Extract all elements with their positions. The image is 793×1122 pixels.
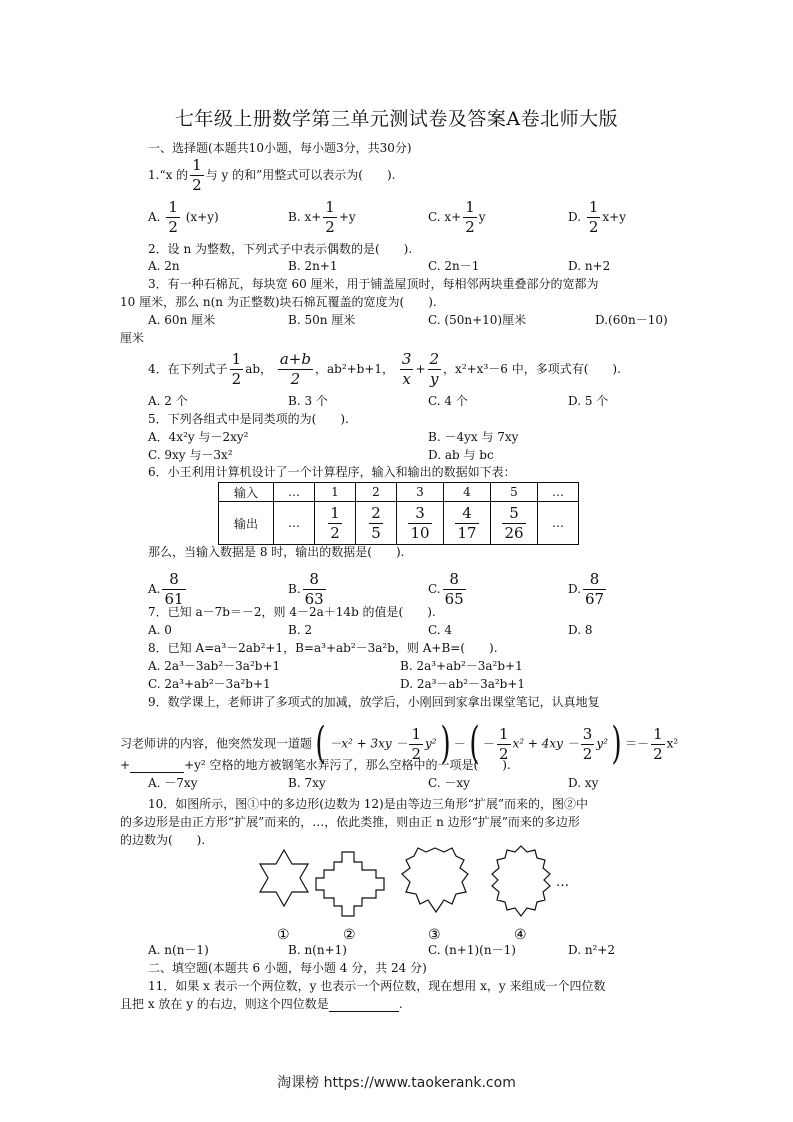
figure-label-1: ①: [277, 927, 290, 942]
answer-blank: [329, 1011, 399, 1012]
question-10-line-1: 10．如图所示，图①中的多边形(边数为 12)是由等边三角形“扩展”而来的，图②中: [148, 797, 588, 811]
table-cell-ellipsis: …: [274, 483, 315, 502]
expanded-polygon-figures: [250, 842, 590, 942]
q10-option-d: D. n²+2: [568, 943, 616, 957]
question-6-followup: 那么，当输入数据是 8 时，输出的数据是( ).: [148, 545, 405, 559]
question-11-line-1: 11．如果 x 表示一个两位数，y 也表示一个两位数，现在想用 x，y 来组成一个四位数: [148, 979, 606, 993]
question-2-stem: 2．设 n 为整数，下列式子中表示偶数的是( ).: [148, 242, 413, 256]
page-title: 七年级上册数学第三单元测试卷及答案A卷北师大版: [174, 108, 619, 130]
question-9-line-3: + +y² 空格的地方被钢笔水弄污了，那么空格中的一项是( ).: [120, 758, 511, 772]
q3-option-d-unit: 厘米: [120, 331, 145, 345]
table-cell-output: $\frac{3}{10}$: [397, 502, 444, 545]
q6-option-d: D. $\frac{8}{67}$: [568, 570, 605, 608]
figure-label-2: ②: [343, 927, 356, 942]
table-cell-output: $\frac{2}{5}$: [356, 502, 397, 545]
table-cell-output: $\frac{5}{26}$: [491, 502, 538, 545]
q7-option-a: A. 0: [148, 623, 172, 637]
question-9-line-1: 9．数学课上，老师讲了多项式的加减，放学后，小刚回到家拿出课堂笔记，认真地复: [148, 695, 600, 709]
q3-option-d: D.(60n－10): [595, 313, 668, 327]
table-cell-ellipsis: …: [538, 502, 579, 545]
question-10-line-3: 的边数为( ).: [120, 833, 206, 847]
q10-option-b: B. n(n+1): [288, 943, 347, 957]
q3-option-b: B. 50n 厘米: [288, 313, 356, 327]
q1-option-c: C. x+ $\frac{1}{2}$ y: [428, 198, 486, 236]
table-cell-output: $\frac{1}{2}$: [315, 502, 356, 545]
pentagon-expanded-figure: [402, 848, 468, 912]
table-cell-ellipsis: …: [538, 483, 579, 502]
q10-option-a: A. n(n－1): [148, 943, 209, 957]
table-header-input: 输入: [219, 483, 274, 502]
question-9-line-2: 习老师讲的内容，他突然发现一道题( －x² + 3xy － $\frac{1}{2}$ y²) －( － $\frac{1}{2}$ x² + 4xy － $\frac{3}{2}$ y²) ＝－ $\frac{1}{2}$ x²: [120, 718, 679, 769]
question-10-line-2: 的多边形是由正方形“扩展”而来的，…，依此类推，则由正 n 边形“扩展”而来的多边形: [120, 815, 580, 829]
q2-option-c: C. 2n－1: [428, 259, 480, 273]
q9-option-c: C. －xy: [428, 776, 470, 790]
answer-blank: [130, 772, 184, 773]
question-8-stem: 8．已知 A=a³－2ab²+1，B=a³+ab²－3a²b，则 A+B=( ).: [148, 641, 498, 655]
q1-option-a: A. $\frac{1}{2}$ (x+y): [148, 198, 219, 236]
q2-option-b: B. 2n+1: [288, 259, 338, 273]
q8-option-d: D. 2a³－ab²－3a²b+1: [400, 677, 526, 691]
q6-option-a: A. $\frac{8}{61}$: [148, 570, 184, 608]
q4-option-c: C. 4 个: [428, 394, 468, 408]
q8-option-c: C. 2a³+ab²－3a²b+1: [148, 677, 271, 691]
q2-option-a: A. 2n: [148, 259, 180, 273]
q3-option-c: C. (50n+10)厘米: [428, 313, 527, 327]
q8-option-a: A. 2a³－3ab²－3a²b+1: [148, 659, 281, 673]
q9-option-b: B. 7xy: [288, 776, 326, 790]
table-header-output: 输出: [219, 502, 274, 545]
question-6-stem: 6．小王利用计算机设计了一个计算程序，输入和输出的数据如下表：: [148, 465, 516, 479]
question-3-line-2: 10 厘米，那么 n(n 为正整数)块石棉瓦覆盖的宽度为( ).: [120, 295, 437, 309]
q7-option-b: B. 2: [288, 623, 313, 637]
q1-option-b: B. x+ $\frac{1}{2}$ +y: [288, 198, 356, 236]
question-7-stem: 7．已知 a－7b＝－2，则 4－2a＋14b 的值是( ).: [148, 605, 436, 619]
figure-label-4: ④: [514, 927, 527, 942]
table-cell-input: 2: [356, 483, 397, 502]
q8-option-b: B. 2a³+ab²－3a²b+1: [400, 659, 523, 673]
question-4-stem: 4．在下列式子 $\frac{1}{2}$ ab， $\frac{a+b}{2}$ ，ab²+b+1， $\frac{3}{x}$ + $\frac{2}{y}$ ，x²+x³－6 中，多项式有( ).: [148, 350, 621, 388]
cross-polygon-figure: [316, 852, 384, 916]
table-cell-input: 4: [444, 483, 491, 502]
figure-label-3: ③: [428, 927, 441, 942]
q7-option-d: D. 8: [568, 623, 593, 637]
footer-watermark: 淘课榜 https://www.taokerank.com: [277, 1075, 516, 1091]
table-cell-output: $\frac{4}{17}$: [444, 502, 491, 545]
q9-option-d: D. xy: [568, 776, 599, 790]
question-3-line-1: 3．有一种石棉瓦，每块宽 60 厘米，用于铺盖屋顶时，每相邻两块重叠部分的宽都为: [148, 277, 599, 291]
q6-option-b: B. $\frac{8}{63}$: [288, 570, 324, 608]
q4-option-a: A. 2 个: [148, 394, 188, 408]
q10-option-c: C. (n+1)(n－1): [428, 943, 516, 957]
question-11-line-2: 且把 x 放在 y 的右边，则这个四位数是 .: [120, 997, 403, 1011]
q5-option-c: C. 9xy 与－3x²: [148, 448, 233, 462]
section-heading-choice: 一、选择题(本题共10小题，每小题3分，共30分): [148, 141, 412, 155]
input-output-table: [218, 482, 579, 545]
q5-option-d: D. ab 与 bc: [428, 448, 494, 462]
q2-option-d: D. n+2: [568, 259, 611, 273]
q6-option-c: C. $\frac{8}{65}$: [428, 570, 464, 608]
q1-option-d: D. $\frac{1}{2}$ x+y: [568, 198, 626, 236]
q7-option-c: C. 4: [428, 623, 453, 637]
figures-ellipsis: …: [556, 875, 569, 890]
table-cell-ellipsis: …: [274, 502, 315, 545]
table-cell-input: 5: [491, 483, 538, 502]
question-5-stem: 5．下列各组式中是同类项的为( ).: [148, 412, 349, 426]
table-cell-input: 1: [315, 483, 356, 502]
q3-option-a: A. 60n 厘米: [148, 313, 216, 327]
table-cell-input: 3: [397, 483, 444, 502]
question-1-stem: 1.“x 的 $\frac{1}{2}$ 与 y 的和”用整式可以表示为( ).: [148, 156, 396, 194]
section-heading-fill-in: 二、填空题(本题共 6 小题，每小题 4 分，共 24 分): [148, 961, 427, 975]
q4-option-d: D. 5 个: [568, 394, 609, 408]
hexagon-expanded-figure: [492, 846, 550, 916]
q9-option-a: A. －7xy: [148, 776, 198, 790]
star-of-david-figure: [260, 850, 308, 906]
q5-option-b: B. －4yx 与 7xy: [428, 430, 519, 444]
q5-option-a: A．4x²y 与－2xy²: [148, 430, 249, 444]
q4-option-b: B. 3 个: [288, 394, 328, 408]
